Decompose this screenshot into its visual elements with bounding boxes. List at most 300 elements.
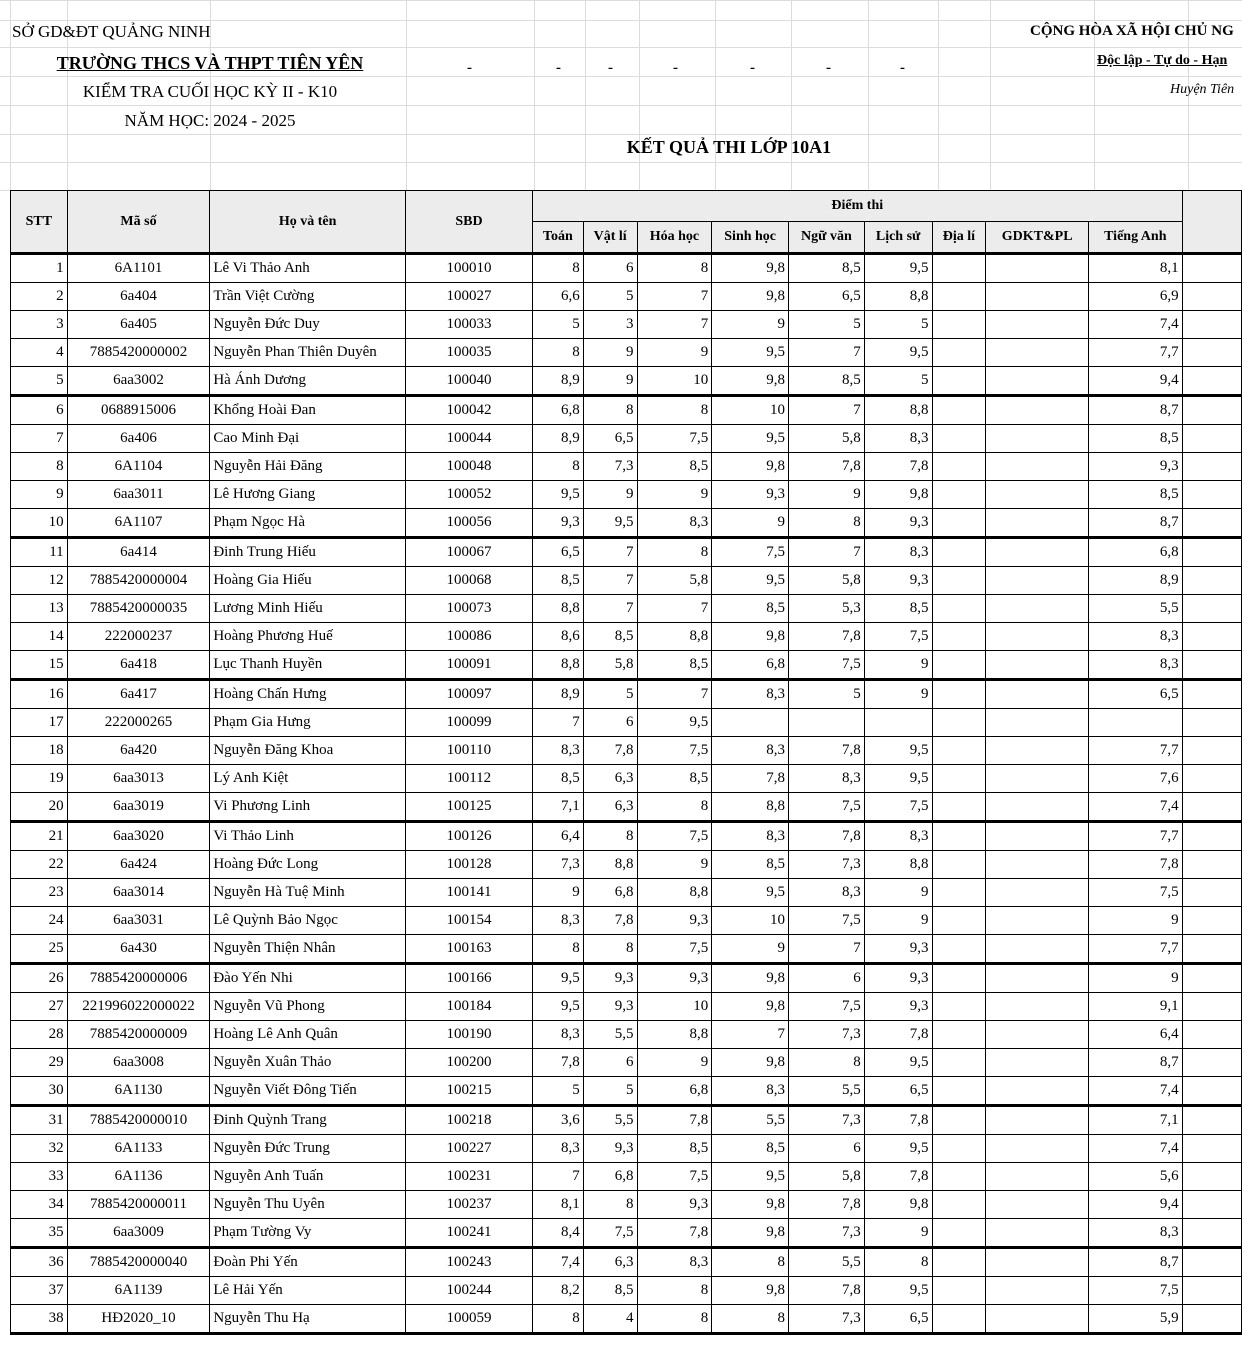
cell-score <box>712 709 789 737</box>
cell-score: 8 <box>712 1305 789 1334</box>
student-row <box>11 396 1242 425</box>
cell-score: 7,6 <box>1088 765 1182 793</box>
cell-extra <box>1182 425 1241 453</box>
cell-score: 8,7 <box>1088 396 1182 425</box>
cell-stt: 9 <box>11 481 68 509</box>
cell-score <box>932 1021 986 1049</box>
cell-extra <box>1182 538 1241 567</box>
cell-score: 8,5 <box>583 623 637 651</box>
cell-score: 8,5 <box>532 765 583 793</box>
cell-stt: 14 <box>11 623 68 651</box>
cell-score <box>986 1077 1089 1106</box>
cell-score: 8 <box>583 935 637 964</box>
header-subject: Sinh học <box>712 222 789 254</box>
cell-stt: 13 <box>11 595 68 623</box>
student-row <box>11 1219 1242 1248</box>
cell-score <box>932 623 986 651</box>
cell-score <box>932 1106 986 1135</box>
school-year: NĂM HỌC: 2024 - 2025 <box>124 111 296 130</box>
cell-score: 7 <box>712 1021 789 1049</box>
cell-score: 7,3 <box>583 453 637 481</box>
cell-score: 7,5 <box>1088 879 1182 907</box>
cell-score: 8,5 <box>532 567 583 595</box>
cell-code: 7885420000011 <box>67 1191 210 1219</box>
cell-score: 9,3 <box>637 907 712 935</box>
cell-score: 6 <box>583 709 637 737</box>
cell-score: 8,3 <box>864 425 932 453</box>
cell-extra <box>1182 993 1241 1021</box>
cell-extra <box>1182 396 1241 425</box>
header-subject: Hóa học <box>637 222 712 254</box>
cell-sbd: 100068 <box>405 567 532 595</box>
cell-score: 8 <box>789 1049 865 1077</box>
cell-code: 6aa3019 <box>67 793 210 822</box>
cell-score: 8,4 <box>532 1219 583 1248</box>
cell-score <box>986 481 1089 509</box>
cell-score: 10 <box>637 993 712 1021</box>
cell-score: 8 <box>789 509 865 538</box>
student-row <box>11 1191 1242 1219</box>
cell-code: 7885420000006 <box>67 964 210 993</box>
cell-score: 7 <box>789 538 865 567</box>
cell-score: 9,5 <box>532 481 583 509</box>
cell-score <box>986 396 1089 425</box>
cell-score: 9 <box>637 1049 712 1077</box>
cell-sbd: 100033 <box>405 311 532 339</box>
cell-code: 6a420 <box>67 737 210 765</box>
cell-sbd: 100241 <box>405 1219 532 1248</box>
cell-score: 8,6 <box>532 623 583 651</box>
cell-score: 9,8 <box>712 623 789 651</box>
cell-extra <box>1182 1163 1241 1191</box>
cell-score: 5,6 <box>1088 1163 1182 1191</box>
cell-score: 5 <box>864 311 932 339</box>
header-subject: Ngữ văn <box>789 222 865 254</box>
cell-code: 7885420000010 <box>67 1106 210 1135</box>
cell-name: Hoàng Gia Hiếu <box>210 567 406 595</box>
cell-code: 7885420000035 <box>67 595 210 623</box>
cell-score: 8,3 <box>789 879 865 907</box>
cell-score: 5,8 <box>583 651 637 680</box>
cell-code: 7885420000040 <box>67 1248 210 1277</box>
cell-score <box>986 1191 1089 1219</box>
student-row <box>11 765 1242 793</box>
cell-code: 6a430 <box>67 935 210 964</box>
cell-name: Lục Thanh Huyền <box>210 651 406 680</box>
cell-score: 8,5 <box>864 595 932 623</box>
cell-score: 5 <box>583 680 637 709</box>
cell-score <box>932 567 986 595</box>
student-row <box>11 737 1242 765</box>
cell-score: 8,5 <box>712 1135 789 1163</box>
cell-score: 7 <box>583 538 637 567</box>
cell-score <box>986 283 1089 311</box>
cell-score: 7,8 <box>864 1163 932 1191</box>
dash-mark: - <box>467 60 472 76</box>
cell-sbd: 100035 <box>405 339 532 367</box>
cell-extra <box>1182 765 1241 793</box>
cell-score: 6,5 <box>789 283 865 311</box>
cell-sbd: 100027 <box>405 283 532 311</box>
cell-score: 9,8 <box>712 1191 789 1219</box>
cell-score: 7 <box>789 935 865 964</box>
cell-score: 7,4 <box>1088 1135 1182 1163</box>
cell-sbd: 100218 <box>405 1106 532 1135</box>
cell-score <box>932 822 986 851</box>
cell-code: 0688915006 <box>67 396 210 425</box>
cell-sbd: 100215 <box>405 1077 532 1106</box>
cell-score <box>986 1135 1089 1163</box>
cell-score <box>932 538 986 567</box>
cell-score: 6,6 <box>532 283 583 311</box>
header-subject: GDKT&PL <box>986 222 1089 254</box>
cell-name: Nguyễn Vũ Phong <box>210 993 406 1021</box>
cell-score: 8,8 <box>637 1021 712 1049</box>
cell-score: 10 <box>637 367 712 396</box>
cell-score <box>986 339 1089 367</box>
cell-score: 9 <box>583 481 637 509</box>
cell-sbd: 100244 <box>405 1277 532 1305</box>
cell-extra <box>1182 481 1241 509</box>
cell-score: 6 <box>789 1135 865 1163</box>
cell-score <box>986 311 1089 339</box>
cell-stt: 35 <box>11 1219 68 1248</box>
header-stt: STT <box>11 191 68 254</box>
cell-name: Nguyễn Phan Thiên Duyên <box>210 339 406 367</box>
cell-score: 7 <box>583 567 637 595</box>
cell-stt: 34 <box>11 1191 68 1219</box>
cell-score: 6,4 <box>532 822 583 851</box>
cell-score: 8,8 <box>532 595 583 623</box>
cell-code: 6a405 <box>67 311 210 339</box>
cell-score: 8,8 <box>712 793 789 822</box>
cell-score: 9,8 <box>712 964 789 993</box>
cell-score: 8 <box>712 1248 789 1277</box>
header-subject: Vật lí <box>583 222 637 254</box>
cell-score <box>932 1077 986 1106</box>
cell-score: 7 <box>789 339 865 367</box>
cell-stt: 30 <box>11 1077 68 1106</box>
cell-extra <box>1182 907 1241 935</box>
cell-score: 8,5 <box>637 651 712 680</box>
cell-score: 9 <box>583 339 637 367</box>
cell-score: 7,7 <box>1088 822 1182 851</box>
cell-score: 8 <box>637 1305 712 1334</box>
cell-score <box>986 1049 1089 1077</box>
cell-score: 9,3 <box>864 567 932 595</box>
cell-name: Đoàn Phi Yến <box>210 1248 406 1277</box>
cell-extra <box>1182 851 1241 879</box>
cell-code: 6aa3008 <box>67 1049 210 1077</box>
cell-score: 3 <box>583 311 637 339</box>
cell-code: 6A1130 <box>67 1077 210 1106</box>
student-row <box>11 793 1242 822</box>
cell-score <box>932 709 986 737</box>
cell-score: 6 <box>789 964 865 993</box>
cell-score: 6,8 <box>1088 538 1182 567</box>
cell-score: 8,5 <box>712 851 789 879</box>
cell-score: 7,4 <box>1088 793 1182 822</box>
cell-score <box>986 822 1089 851</box>
cell-name: Lê Hương Giang <box>210 481 406 509</box>
cell-score <box>932 964 986 993</box>
cell-stt: 16 <box>11 680 68 709</box>
cell-score: 8,7 <box>1088 1248 1182 1277</box>
cell-score <box>932 851 986 879</box>
cell-score: 7,5 <box>583 1219 637 1248</box>
cell-score: 6 <box>583 254 637 283</box>
cell-score: 5,5 <box>712 1106 789 1135</box>
cell-score: 9,3 <box>583 993 637 1021</box>
department-name: SỞ GD&ĐT QUẢNG NINH <box>12 22 211 41</box>
cell-score <box>932 737 986 765</box>
cell-extra <box>1182 709 1241 737</box>
cell-score <box>932 311 986 339</box>
cell-score: 9,3 <box>637 1191 712 1219</box>
cell-score <box>932 993 986 1021</box>
cell-score: 5,8 <box>789 1163 865 1191</box>
cell-sbd: 100112 <box>405 765 532 793</box>
cell-extra <box>1182 1191 1241 1219</box>
cell-code: 6A1136 <box>67 1163 210 1191</box>
cell-score: 8,3 <box>1088 651 1182 680</box>
cell-name: Nguyễn Đức Trung <box>210 1135 406 1163</box>
cell-name: Hoàng Đức Long <box>210 851 406 879</box>
student-row <box>11 481 1242 509</box>
cell-score <box>986 935 1089 964</box>
header-extra <box>1182 191 1241 254</box>
cell-sbd: 100044 <box>405 425 532 453</box>
cell-score: 7,5 <box>637 425 712 453</box>
cell-score: 9 <box>864 907 932 935</box>
cell-score: 5,5 <box>789 1248 865 1277</box>
cell-score: 8 <box>864 1248 932 1277</box>
cell-score: 8,3 <box>532 907 583 935</box>
dash-mark: - <box>750 60 755 76</box>
cell-code: 6aa3002 <box>67 367 210 396</box>
cell-score <box>986 367 1089 396</box>
cell-score: 6 <box>583 1049 637 1077</box>
cell-score: 8 <box>637 793 712 822</box>
student-row <box>11 822 1242 851</box>
dash-mark: - <box>673 60 678 76</box>
cell-score: 8,1 <box>1088 254 1182 283</box>
cell-code: 6A1107 <box>67 509 210 538</box>
student-row <box>11 1021 1242 1049</box>
cell-score: 3,6 <box>532 1106 583 1135</box>
dash-mark: - <box>608 60 613 76</box>
student-row <box>11 623 1242 651</box>
cell-score: 7,8 <box>864 453 932 481</box>
cell-score: 9,5 <box>712 425 789 453</box>
cell-score: 8,8 <box>864 283 932 311</box>
cell-score: 9,8 <box>864 481 932 509</box>
cell-score <box>932 765 986 793</box>
cell-score: 5,8 <box>789 567 865 595</box>
cell-sbd: 100040 <box>405 367 532 396</box>
cell-score <box>986 680 1089 709</box>
cell-score: 7,8 <box>637 1106 712 1135</box>
student-row <box>11 367 1242 396</box>
cell-stt: 23 <box>11 879 68 907</box>
cell-score: 9,3 <box>1088 453 1182 481</box>
student-row <box>11 651 1242 680</box>
cell-name: Trần Việt Cường <box>210 283 406 311</box>
cell-score: 7,4 <box>532 1248 583 1277</box>
cell-score: 8,3 <box>532 737 583 765</box>
cell-score: 8,3 <box>712 822 789 851</box>
cell-extra <box>1182 254 1241 283</box>
header-subject: Lịch sử <box>864 222 932 254</box>
cell-stt: 28 <box>11 1021 68 1049</box>
cell-score: 5 <box>583 1077 637 1106</box>
cell-score: 9,5 <box>712 339 789 367</box>
cell-score: 7,4 <box>1088 311 1182 339</box>
cell-score: 6,8 <box>637 1077 712 1106</box>
cell-name: Nguyễn Thu Hạ <box>210 1305 406 1334</box>
cell-score <box>932 680 986 709</box>
cell-score: 8,5 <box>637 453 712 481</box>
cell-code: 7885420000002 <box>67 339 210 367</box>
cell-score: 7 <box>637 283 712 311</box>
cell-score: 9,5 <box>864 339 932 367</box>
cell-score: 8,3 <box>864 822 932 851</box>
cell-score <box>986 254 1089 283</box>
cell-stt: 2 <box>11 283 68 311</box>
cell-score: 5,5 <box>1088 595 1182 623</box>
cell-code: 6aa3020 <box>67 822 210 851</box>
student-row <box>11 453 1242 481</box>
cell-score: 8,3 <box>1088 623 1182 651</box>
cell-score: 5 <box>789 311 865 339</box>
cell-extra <box>1182 1277 1241 1305</box>
cell-stt: 32 <box>11 1135 68 1163</box>
cell-score: 6,5 <box>583 425 637 453</box>
student-row <box>11 1277 1242 1305</box>
cell-score: 9,3 <box>864 935 932 964</box>
cell-score: 8,8 <box>583 851 637 879</box>
cell-stt: 37 <box>11 1277 68 1305</box>
cell-score: 9 <box>637 481 712 509</box>
cell-score: 7,8 <box>583 737 637 765</box>
cell-score: 9,5 <box>637 709 712 737</box>
cell-score: 7 <box>637 311 712 339</box>
cell-score: 9 <box>1088 964 1182 993</box>
cell-name: Phạm Gia Hưng <box>210 709 406 737</box>
cell-extra <box>1182 879 1241 907</box>
student-row <box>11 339 1242 367</box>
cell-score: 9,3 <box>864 509 932 538</box>
cell-name: Nguyễn Hải Đăng <box>210 453 406 481</box>
cell-sbd: 100099 <box>405 709 532 737</box>
cell-score <box>986 595 1089 623</box>
exam-name: KIỂM TRA CUỐI HỌC KỲ II - K10 <box>82 82 338 101</box>
cell-name: Nguyễn Đức Duy <box>210 311 406 339</box>
cell-score <box>932 1191 986 1219</box>
cell-score: 8,5 <box>712 595 789 623</box>
cell-score <box>932 879 986 907</box>
cell-score: 5,8 <box>637 567 712 595</box>
cell-score: 5,5 <box>583 1021 637 1049</box>
cell-score: 7,8 <box>864 1021 932 1049</box>
results-table <box>10 190 1242 1335</box>
cell-score: 8,1 <box>532 1191 583 1219</box>
cell-extra <box>1182 623 1241 651</box>
cell-score: 8,9 <box>532 367 583 396</box>
cell-score: 7,5 <box>1088 1277 1182 1305</box>
cell-score: 7,3 <box>789 851 865 879</box>
cell-code: 6a406 <box>67 425 210 453</box>
cell-score: 6,8 <box>532 396 583 425</box>
cell-name: Lê Vi Thảo Anh <box>210 254 406 283</box>
cell-score: 9,5 <box>864 254 932 283</box>
cell-stt: 33 <box>11 1163 68 1191</box>
cell-extra <box>1182 367 1241 396</box>
cell-score: 7,3 <box>789 1305 865 1334</box>
cell-code: 6a417 <box>67 680 210 709</box>
cell-extra <box>1182 595 1241 623</box>
cell-score: 9,3 <box>864 964 932 993</box>
cell-name: Vi Phương Linh <box>210 793 406 822</box>
cell-sbd: 100141 <box>405 879 532 907</box>
cell-score <box>986 1277 1089 1305</box>
cell-score: 8,7 <box>1088 509 1182 538</box>
cell-score <box>986 1305 1089 1334</box>
cell-score: 8,5 <box>789 367 865 396</box>
cell-code: 6A1104 <box>67 453 210 481</box>
cell-score: 7,8 <box>789 737 865 765</box>
cell-score: 8,5 <box>583 1277 637 1305</box>
cell-score: 7,8 <box>789 623 865 651</box>
cell-score: 8 <box>637 538 712 567</box>
cell-score: 9,3 <box>583 1135 637 1163</box>
cell-extra <box>1182 680 1241 709</box>
cell-name: Nguyễn Xuân Thảo <box>210 1049 406 1077</box>
cell-score: 8,5 <box>1088 481 1182 509</box>
republic-heading: CỘNG HÒA XÃ HỘI CHỦ NG <box>1030 23 1234 39</box>
cell-score: 5 <box>532 1077 583 1106</box>
cell-stt: 8 <box>11 453 68 481</box>
student-row <box>11 1163 1242 1191</box>
cell-score: 9,8 <box>712 283 789 311</box>
cell-score <box>986 851 1089 879</box>
cell-score <box>932 453 986 481</box>
cell-score <box>986 1021 1089 1049</box>
cell-score: 7,5 <box>789 993 865 1021</box>
cell-score <box>932 1305 986 1334</box>
cell-score: 8 <box>637 396 712 425</box>
cell-sbd: 100073 <box>405 595 532 623</box>
cell-code: 6a414 <box>67 538 210 567</box>
cell-score: 7,5 <box>637 935 712 964</box>
header-subject: Tiếng Anh <box>1088 222 1182 254</box>
cell-score: 9,3 <box>532 509 583 538</box>
cell-name: Nguyễn Viết Đông Tiến <box>210 1077 406 1106</box>
cell-score: 9,5 <box>712 567 789 595</box>
cell-score <box>986 1163 1089 1191</box>
cell-score: 8,8 <box>864 851 932 879</box>
cell-stt: 7 <box>11 425 68 453</box>
cell-score: 7 <box>789 396 865 425</box>
cell-score: 7,7 <box>1088 737 1182 765</box>
cell-name: Lê Quỳnh Bảo Ngọc <box>210 907 406 935</box>
cell-score: 7,1 <box>532 793 583 822</box>
cell-score <box>986 709 1089 737</box>
cell-score: 9,5 <box>532 993 583 1021</box>
cell-score <box>986 538 1089 567</box>
student-row <box>11 254 1242 283</box>
cell-score: 8 <box>637 1277 712 1305</box>
